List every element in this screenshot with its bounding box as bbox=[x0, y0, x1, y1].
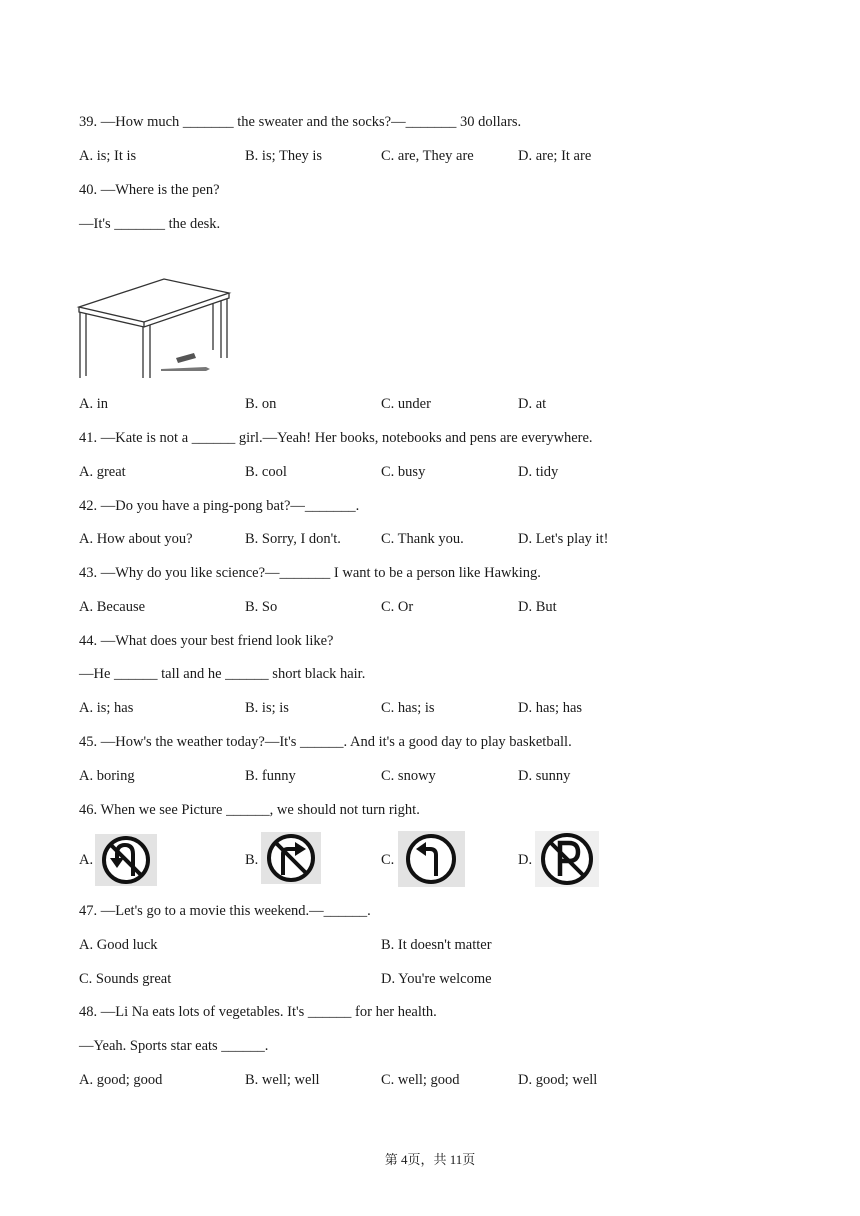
question-43-option-a: A. Because bbox=[79, 599, 146, 615]
question-39-option-d: D. are; It are bbox=[518, 148, 592, 164]
question-44-option-d: D. has; has bbox=[518, 700, 583, 716]
question-46-option-a: A. bbox=[79, 852, 94, 868]
question-45-option-a: A. boring bbox=[79, 768, 135, 784]
question-40-option-b: B. on bbox=[245, 396, 277, 412]
question-48-option-c: C. well; good bbox=[381, 1072, 460, 1088]
question-47-option-c: C. Sounds great bbox=[79, 971, 172, 987]
question-47-stem: 47. —Let's go to a movie this weekend.—______. bbox=[79, 903, 371, 919]
pen-icon bbox=[161, 353, 210, 371]
question-44-option-b: B. is; is bbox=[245, 700, 289, 716]
question-48-option-b: B. well; well bbox=[245, 1072, 320, 1088]
question-44-reply: —He ______ tall and he ______ short black hair. bbox=[79, 666, 366, 682]
question-48-reply: —Yeah. Sports star eats ______. bbox=[79, 1038, 269, 1054]
question-43-option-b: B. So bbox=[245, 599, 278, 615]
question-43-option-c: C. Or bbox=[381, 599, 414, 615]
question-39-option-b: B. is; They is bbox=[245, 148, 323, 164]
desk-with-pen-illustration bbox=[76, 276, 234, 382]
question-46-option-c: C. bbox=[381, 852, 395, 868]
no-parking-icon bbox=[535, 831, 599, 887]
question-45-option-c: C. snowy bbox=[381, 768, 436, 784]
question-41-option-b: B. cool bbox=[245, 464, 287, 480]
question-41-option-c: C. busy bbox=[381, 464, 426, 480]
question-41-stem: 41. —Kate is not a ______ girl.—Yeah! Her books, notebooks and pens are everywhere. bbox=[79, 430, 593, 446]
question-44-option-c: C. has; is bbox=[381, 700, 435, 716]
question-48-option-d: D. good; well bbox=[518, 1072, 598, 1088]
question-41-option-d: D. tidy bbox=[518, 464, 559, 480]
question-40-reply: —It's _______ the desk. bbox=[79, 216, 221, 232]
question-47-option-b: B. It doesn't matter bbox=[381, 937, 492, 953]
no-left-turn-icon bbox=[95, 834, 157, 886]
question-41-option-a: A. great bbox=[79, 464, 126, 480]
page-footer: 第 4页，共 11页 bbox=[384, 1152, 476, 1167]
question-39-option-c: C. are, They are bbox=[381, 148, 474, 164]
question-46-option-d: D. bbox=[518, 852, 533, 868]
question-43-option-d: D. But bbox=[518, 599, 557, 615]
question-40-stem: 40. —Where is the pen? bbox=[79, 182, 220, 198]
question-48-stem: 48. —Li Na eats lots of vegetables. It's ______ for her health. bbox=[79, 1004, 437, 1020]
question-44-stem: 44. —What does your best friend look like? bbox=[79, 633, 334, 649]
question-46-option-b: B. bbox=[245, 852, 259, 868]
question-43-stem: 43. —Why do you like science?—_______ I want to be a person like Hawking. bbox=[79, 565, 541, 581]
question-42-option-d: D. Let's play it! bbox=[518, 531, 609, 547]
question-39-stem: 39. —How much _______ the sweater and the socks?—_______ 30 dollars. bbox=[79, 114, 522, 130]
question-40-option-a: A. in bbox=[79, 396, 108, 412]
turn-left-icon bbox=[398, 831, 465, 887]
question-48-option-a: A. good; good bbox=[79, 1072, 163, 1088]
question-47-option-d: D. You're welcome bbox=[381, 971, 492, 987]
question-46-stem: 46. When we see Picture ______, we should not turn right. bbox=[79, 802, 420, 818]
no-right-turn-icon bbox=[261, 832, 321, 884]
question-42-option-b: B. Sorry, I don't. bbox=[245, 531, 341, 547]
question-42-option-c: C. Thank you. bbox=[381, 531, 464, 547]
question-39-option-a: A. is; It is bbox=[79, 148, 137, 164]
question-40-option-d: D. at bbox=[518, 396, 547, 412]
question-45-option-d: D. sunny bbox=[518, 768, 571, 784]
question-45-stem: 45. —How's the weather today?—It's ______. And it's a good day to play basketball. bbox=[79, 734, 572, 750]
question-42-stem: 42. —Do you have a ping-pong bat?—_______. bbox=[79, 498, 360, 514]
question-45-option-b: B. funny bbox=[245, 768, 296, 784]
question-44-option-a: A. is; has bbox=[79, 700, 134, 716]
question-42-option-a: A. How about you? bbox=[79, 531, 193, 547]
question-40-option-c: C. under bbox=[381, 396, 431, 412]
question-47-option-a: A. Good luck bbox=[79, 937, 158, 953]
